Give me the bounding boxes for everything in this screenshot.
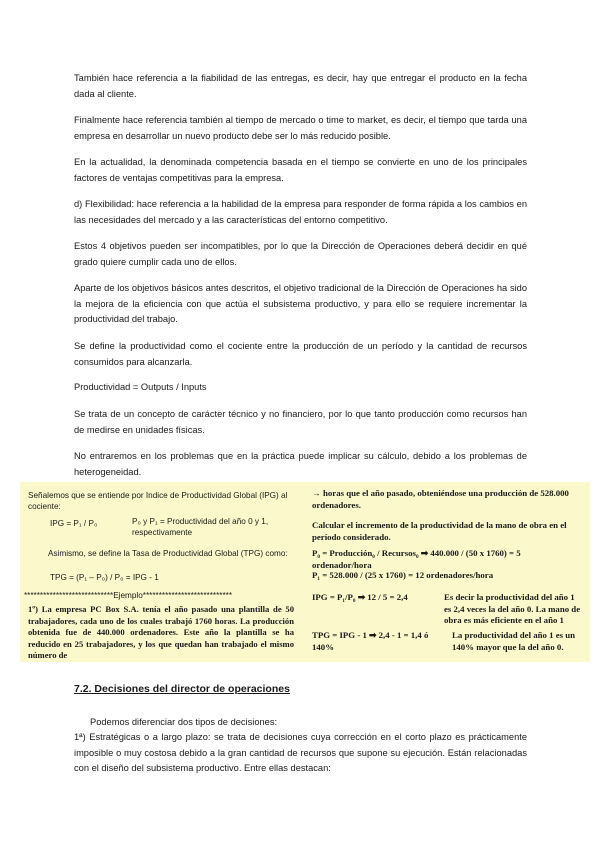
ipg-calculation: IPG = P₁/P₀ ➡ 12 / 5 = 2,4 — [312, 592, 408, 602]
example-statement: 1º) La empresa PC Box S.A. tenía el año pasado una plantilla de 50 trabajadores, cada uno de los cuales trabajó 1760 horas. La producción obtenida fue de 440.000 ordenadores. Este año la plantilla se ha reducido en 25 trabajadores, y los que quedan han trabajado el mismo número de — [28, 604, 294, 660]
paragraph-competencia: En la actualidad, la denominada competencia basada en el tiempo se convierte en uno de los principales factores de ventajas competitivas para la empresa. — [74, 157, 527, 183]
tpg-interpretation: La productividad del año 1 es un 140% mayor que la del año 0. — [452, 630, 576, 652]
ejemplo-separator: ****************************Ejemplo**************************** — [24, 591, 233, 600]
example-continuation: → horas que el año pasado, obteniéndose una producción de 528.000 ordenadores. — [312, 488, 569, 510]
example-box — [20, 482, 590, 662]
paragraph-concepto-tecnico: Se trata de un concepto de carácter técnico y no financiero, por lo que tanto producción como recursos han de medirse en unidades físicas. — [74, 409, 527, 435]
ipg-definition: P₀ y P₁ = Productividad del año 0 y 1, respectivamente — [132, 517, 269, 537]
p1-calculation: P₁ = 528.000 / (25 x 1760) = 12 ordenadores/hora — [312, 570, 494, 580]
ipg-formula: IPG = P₁ / P₀ — [50, 519, 98, 528]
paragraph-tipos-decisiones: Podemos diferenciar dos tipos de decisiones: — [90, 717, 278, 727]
paragraph-time-to-market: Finalmente hace referencia también al tiempo de mercado o time to market, es decir, el tiempo que tarda una empresa en desarrollar un nuevo producto debe ser lo más reducido posible. — [74, 115, 527, 141]
ipg-interpretation: Es decir la productividad del año 1 es 2,4 veces la del año 0. La mano de obra es más eficiente en el año 1 — [444, 592, 581, 625]
p0-calculation: P₀ = Producción₀ / Recursos₀ ➡ 440.000 / (50 x 1760) = 5 ordenador/hora — [312, 548, 521, 570]
paragraph-definicion-productividad: Se define la productividad como el cociente entre la producción de un período y la cantidad de recursos consumidos para alcanzarla. — [74, 341, 527, 367]
ipg-intro: Señalemos que se entiende por Indice de Productividad Global (IPG) al cociente: — [28, 491, 288, 511]
paragraph-eficiencia: Aparte de los objetivos básicos antes descritos, el objetivo tradicional de la Dirección de Operaciones ha sido la mejora de la eficiencia con que actúa el subsistema productivo, y para ello se requiere incrementar la productividad del trabajo. — [74, 283, 527, 324]
tpg-intro: Asimismo, se define la Tasa de Productividad Global (TPG) como: — [48, 549, 288, 558]
paragraph-fiabilidad: También hace referencia a la fiabilidad de las entregas, es decir, hay que entregar el producto en la fecha dada al cliente. — [74, 73, 527, 99]
paragraph-objetivos: Estos 4 objetivos pueden ser incompatibles, por lo que la Dirección de Operaciones deberá decidir en qué grado quiere cumplir cada uno de ellos. — [74, 241, 527, 267]
paragraph-formula-productividad: Productividad = Outputs / Inputs — [74, 382, 207, 392]
tpg-calculation: TPG = IPG - 1 ➡ 2,4 - 1 = 1,4 ó 140% — [312, 630, 429, 652]
paragraph-heterogeneidad: No entraremos en los problemas que en la práctica puede implicar su cálculo, debido a los problemas de heterogeneidad. — [74, 451, 527, 477]
paragraph-flexibilidad: d) Flexibilidad: hace referencia a la habilidad de la empresa para responder de forma rápida a los cambios en las necesidades del mercado y a las características del entorno competitivo. — [74, 199, 527, 225]
paragraph-estrategicas: 1ª) Estratégicas o a largo plazo: se trata de decisiones cuya corrección en el corto plazo es prácticamente imposible o muy costosa debido a la gran cantidad de recursos que supone su ejecución. Están relacionadas con el diseño del subsistema productivo. Entre ellas destacan: — [74, 732, 527, 773]
section-heading: 7.2. Decisiones del director de operaciones — [74, 683, 290, 695]
example-question: Calcular el incremento de la productividad de la mano de obra en el período considerado. — [312, 520, 567, 542]
tpg-formula: TPG = (P₁ – P₀) / P₀ = IPG - 1 — [50, 573, 159, 582]
